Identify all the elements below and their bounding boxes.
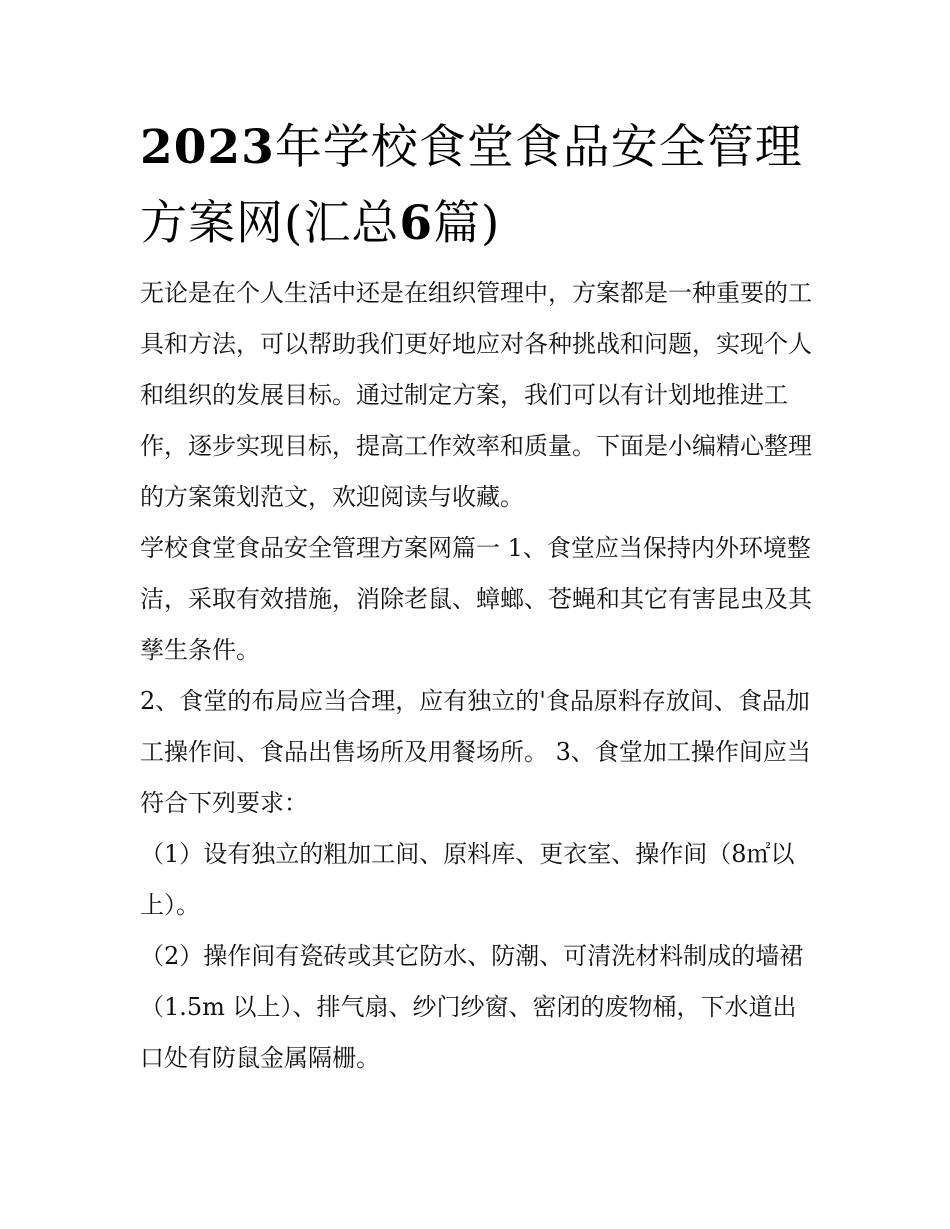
document-body (140, 268, 812, 1084)
title-year: 2023 (140, 120, 275, 175)
title-text-part1: 年学校食堂食品安全管理方案网(汇总 (140, 120, 803, 251)
title-count: 6 (399, 196, 434, 251)
document-title (140, 110, 812, 262)
section-one-paragraph: 学校食堂食品安全管理方案网篇一 1、食堂应当保持内外环境整洁，采取有效措施，消除老鼠、蟑螂、苍蝇和其它有害昆虫及其孳生条件。 (140, 534, 812, 664)
intro-paragraph: 无论是在个人生活中还是在组织管理中，方案都是一种重要的工具和方法，可以帮助我们更好地应对各种挑战和问题，实现个人和组织的发展目标。通过制定方案，我们可以有计划地推进工作，逐步实现目标，提高工作效率和质量。下面是小编精心整理的方案策划范文，欢迎阅读与收藏。 (140, 279, 812, 511)
layout-requirement-paragraph: 2、食堂的布局应当合理，应有独立的'食品原料存放间、食品加工操作间、食品出售场所及用餐场所。 3、食堂加工操作间应当符合下列要求： (140, 687, 811, 817)
document-content (140, 110, 812, 1084)
requirement-item-1: （1）设有独立的粗加工间、原料库、更衣室、操作间（8㎡以上）。 (140, 840, 795, 919)
requirement-item-2: （2）操作间有瓷砖或其它防水、防潮、可清洗材料制成的墙裙（1.5m 以上）、排气扇、纱门纱窗、密闭的废物桶，下水道出口处有防鼠金属隔栅。 (140, 942, 804, 1072)
title-text-part2: 篇) (433, 196, 501, 251)
